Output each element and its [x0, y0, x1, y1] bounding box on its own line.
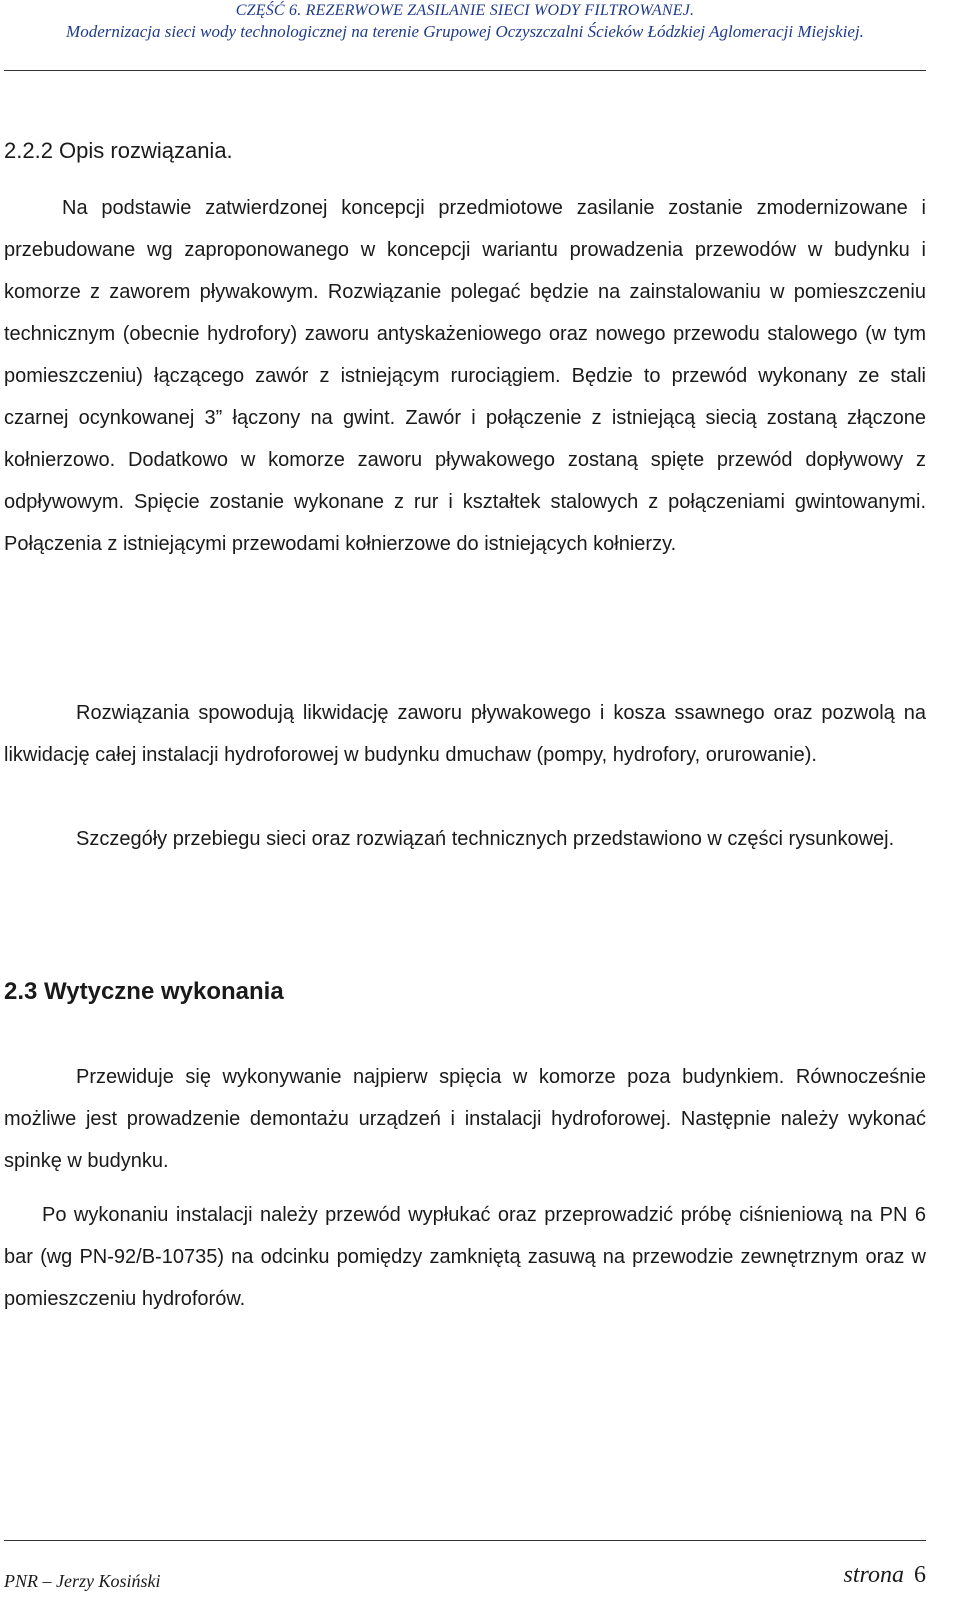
paragraph-effects: Rozwiązania spowodują likwidację zaworu pływakowego i kosza ssawnego oraz pozwolą na likwidację całej instalacji hydroforowej w budynku dmuchaw (pompy, hydrofory, orurowanie).: [4, 702, 926, 766]
paragraph-pressure-test: Po wykonaniu instalacji należy przewód wypłukać oraz przeprowadzić próbę ciśnieniową na PN 6 bar (wg PN-92/B-10735) na odcinku pomiędzy zamkniętą zasuwą na przewodzie zewnętrznym oraz w pomieszczeniu hydroforów.: [4, 1204, 926, 1310]
header-project-title: Modernizacja sieci wody technologicznej na terenie Grupowej Oczyszczalni Ścieków Łódzkiej Aglomeracji Miejskiej.: [66, 22, 864, 41]
header-divider: [4, 70, 926, 71]
section-heading-2-3: 2.3 Wytyczne wykonania: [4, 978, 284, 1005]
section-heading-2-2-2: 2.2.2 Opis rozwiązania.: [4, 138, 233, 163]
paragraph-description: Na podstawie zatwierdzonej koncepcji przedmiotowe zasilanie zostanie zmodernizowane i przebudowane wg zaproponowanego w koncepcji wariantu prowadzenia przewodów w budynku i komorze z zaworem pływakowym. Rozwiązanie polegać będzie na zainstalowaniu w pomieszczeniu technicznym (obecnie hydrofory) zaworu antyskażeniowego oraz nowego przewodu stalowego (w tym pomieszczeniu) łączącego zawór z istniejącym rurociągiem. Będzie to przewód wykonany ze stali czarnej ocynkowanej 3” łączony na gwint. Zawór i połączenie z istniejącą siecią zostaną złączone kołnierzowo. Dodatkowo w komorze zaworu pływakowego zostaną spięte przewód dopływowy z odpływowym. Spięcie zostanie wykonane z rur i kształtek stalowych z połączeniami gwintowanymi. Połączenia z istniejącymi przewodami kołnierzowe do istniejących kołnierzy.: [4, 197, 926, 555]
footer-author: PNR – Jerzy Kosiński: [4, 1571, 161, 1591]
page-label: strona: [843, 1562, 904, 1588]
header-part-title: CZĘŚĆ 6. REZERWOWE ZASILANIE SIECI WODY FILTROWANEJ.: [235, 2, 695, 19]
footer-divider: [4, 1540, 926, 1541]
page-number: 6: [914, 1562, 926, 1588]
paragraph-drawings-reference: Szczegóły przebiegu sieci oraz rozwiązań technicznych przedstawiono w części rysunkowej.: [76, 828, 895, 850]
footer-page-indicator: [844, 1562, 926, 1589]
paragraph-execution-order: Przewiduje się wykonywanie najpierw spięcia w komorze poza budynkiem. Równocześnie możliwe jest prowadzenie demontażu urządzeń i instalacji hydroforowej. Następnie należy wykonać spinkę w budynku.: [4, 1066, 926, 1172]
